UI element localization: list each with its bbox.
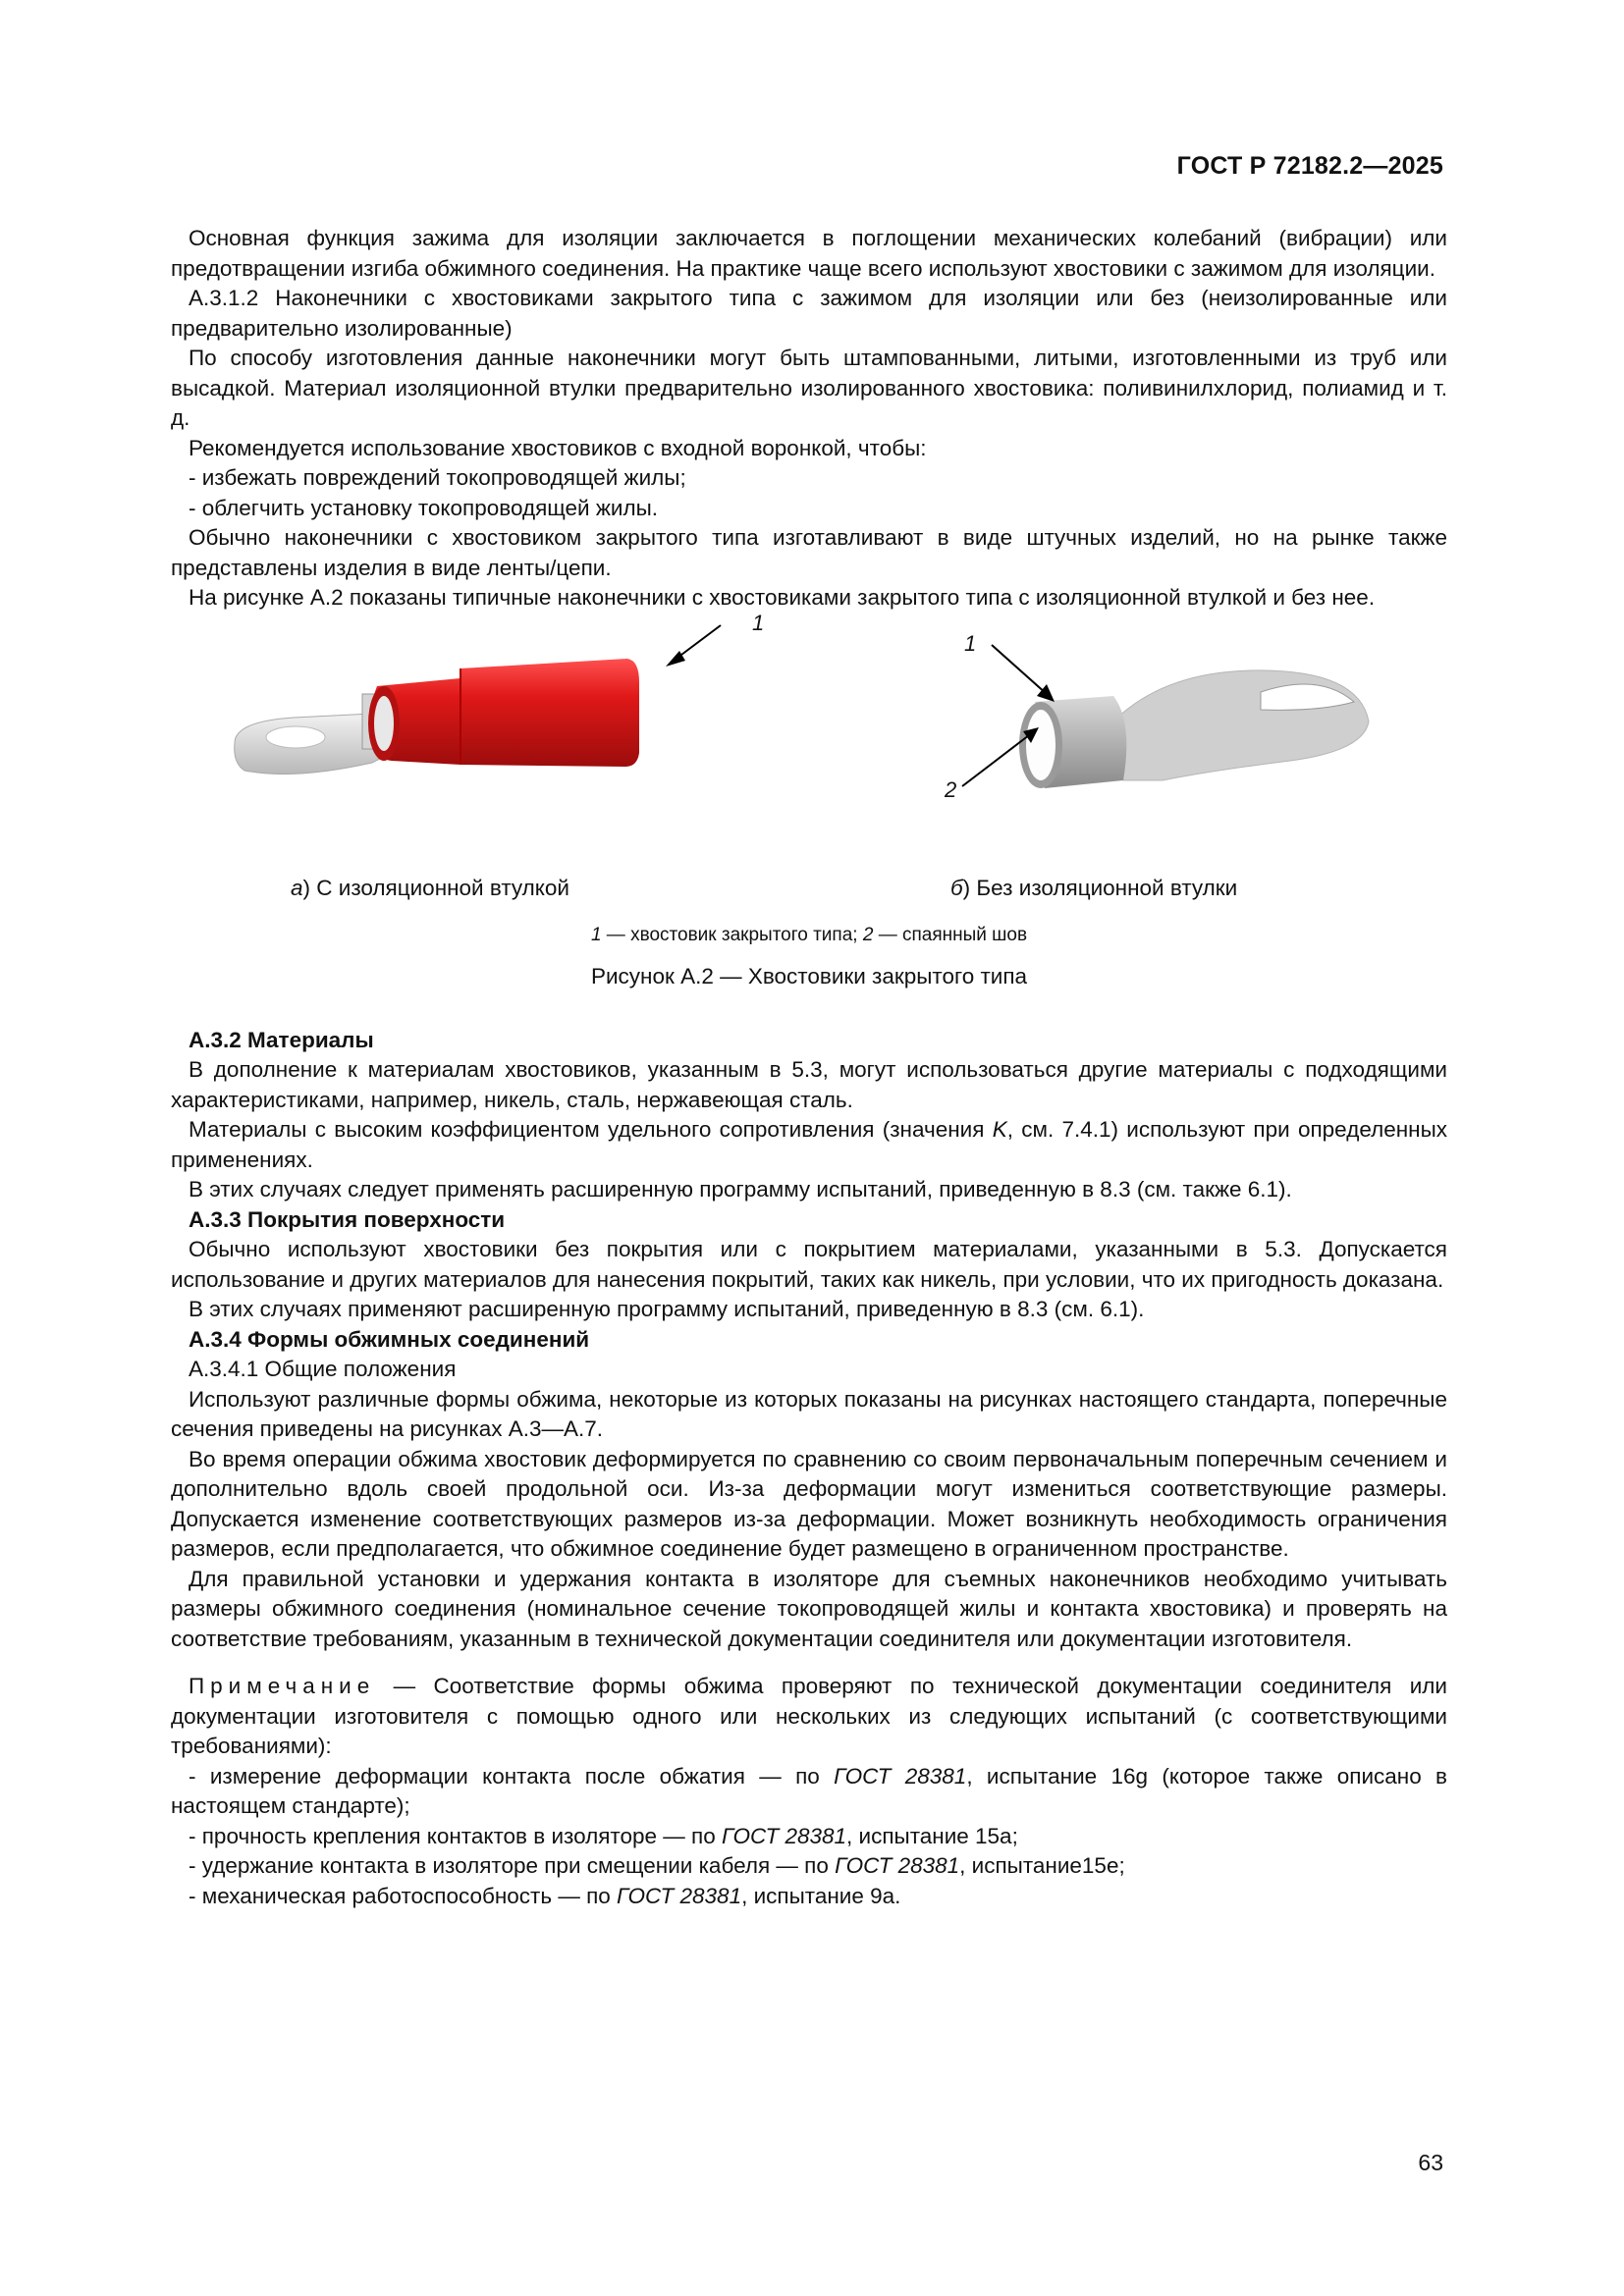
paragraph: Материалы с высоким коэффициентом удельного сопротивления (значения K, см. 7.4.1) используют при определенных применениях. (171, 1117, 1447, 1172)
callout-arrow (986, 639, 1064, 708)
paragraph: В этих случаях применяют расширенную программу испытаний, приведенную в 8.3 (см. 6.1). (189, 1297, 1145, 1321)
paragraph: Обычно наконечники с хвостовиком закрытого типа изготавливают в виде штучных изделий, но на рынке также представлены изделия в виде ленты/цепи. (171, 525, 1447, 580)
paragraph: Для правильной установки и удержания контакта в изоляторе для съемных наконечников необходимо учитывать размеры обжимного соединения (номинальное сечение токопроводящей жилы и контакта хвостовика) и проверять на соответствие требованиям, указанным в технической документации соединителя или документации изготовителя. (171, 1566, 1447, 1651)
list-item: - облегчить установку токопроводящей жилы. (189, 495, 659, 520)
paragraph: В дополнение к материалам хвостовиков, указанным в 5.3, могут использоваться другие материалы с подходящими характеристиками, например, никель, сталь, нержавеющая сталь. (171, 1057, 1447, 1112)
subcaption-b: б) Без изоляционной втулки (950, 875, 1238, 900)
figure-subcaptions (171, 874, 1447, 903)
callout-arrow (956, 723, 1045, 792)
callout-label-2: 2 (945, 776, 957, 802)
note (171, 1672, 1447, 1911)
note-text: Примечание — Соответствие формы обжима проверяют по технической документации соединителя или документации изготовителя с помощью одного или нескольких из следующих испытаний (с соответствующими требованиями): (171, 1674, 1447, 1758)
paragraph: Обычно используют хвостовики без покрытия или с покрытием материалами, указанными в 5.3. Допускается использование и других материалов для нанесения покрытий, таких как никель, при условии, что их пригодность доказана. (171, 1237, 1447, 1292)
clause-a3-1-2: А.3.1.2 Наконечники с хвостовиками закрытого типа с зажимом для изоляции или без (неизолированные или предварительно изолированные) (171, 286, 1447, 341)
note-label: Примечание (189, 1674, 376, 1698)
paragraph: Рекомендуется использование хвостовиков с входной воронкой, чтобы: (189, 435, 927, 460)
heading-a3-4: А.3.4 Формы обжимных соединений (189, 1326, 590, 1352)
paragraph: На рисунке А.2 показаны типичные наконечники с хвостовиками закрытого типа с изоляционной втулкой и без нее. (189, 585, 1376, 610)
document-id: ГОСТ Р 72182.2—2025 (1176, 152, 1443, 180)
heading-a3-3: А.3.3 Покрытия поверхности (189, 1206, 506, 1232)
figure-title: Рисунок А.2 — Хвостовики закрытого типа (590, 963, 1028, 988)
subcaption-a: а) С изоляционной втулкой (291, 875, 569, 900)
note-item: - прочность крепления контактов в изоляторе — по ГОСТ 28381, испытание 15a; (189, 1823, 1018, 1848)
heading-a3-2: А.3.2 Материалы (189, 1027, 374, 1052)
figure-legend: 1 — хвостовик закрытого типа; 2 — спаянный шов (590, 924, 1028, 945)
note-item: - измерение деформации контакта после обжатия — по ГОСТ 28381, испытание 16g (которое также описано в настоящем стандарте); (171, 1763, 1448, 1818)
callout-label-1: 1 (964, 630, 977, 656)
note-item: - механическая работоспособность — по ГОСТ 28381, испытание 9a. (189, 1883, 901, 1908)
callout-arrow (662, 614, 731, 682)
list-item: - избежать повреждений токопроводящей жилы; (189, 465, 686, 490)
page-number: 63 (1418, 2150, 1443, 2175)
paragraph: Основная функция зажима для изоляции заключается в поглощении механических колебаний (вибрации) или предотвращении изгиба обжимного соединения. На практике чаще всего используют хвостовики с зажимом для изоляции. (171, 226, 1447, 281)
note-item: - удержание контакта в изоляторе при смещении кабеля — по ГОСТ 28381, испытание15e; (189, 1853, 1125, 1878)
paragraph: Используют различные формы обжима, некоторые из которых показаны на рисунках настоящего стандарта, поперечные сечения приведены на рисунках А.3—А.7. (171, 1386, 1447, 1441)
callout-label-1: 1 (752, 610, 765, 635)
page-content (171, 224, 1447, 1911)
subheading-a3-4-1: А.3.4.1 Общие положения (189, 1357, 457, 1381)
insulated-ring-terminal-illustration (225, 635, 696, 802)
paragraph: По способу изготовления данные наконечники могут быть штампованными, литыми, изготовленными из труб или высадкой. Материал изоляционной втулки предварительно изолированного хвостовика: поливинилхлорид, полиамид и т. д. (171, 346, 1447, 430)
paragraph: В этих случаях следует применять расширенную программу испытаний, приведенную в 8.3 (см. также 6.1). (189, 1177, 1292, 1201)
paragraph: Во время операции обжима хвостовик деформируется по сравнению со своим первоначальным поперечным сечением и дополнительно вдоль своей продольной оси. Из-за деформации могут измениться соответствующие размеры. Допускается изменение соответствующих размеров из-за деформации. Может возникнуть необходимость ограничения размеров, если предполагается, что обжимное соединение будет размещено в ограниченном пространстве. (171, 1446, 1447, 1561)
figure-a2 (171, 610, 1447, 1026)
